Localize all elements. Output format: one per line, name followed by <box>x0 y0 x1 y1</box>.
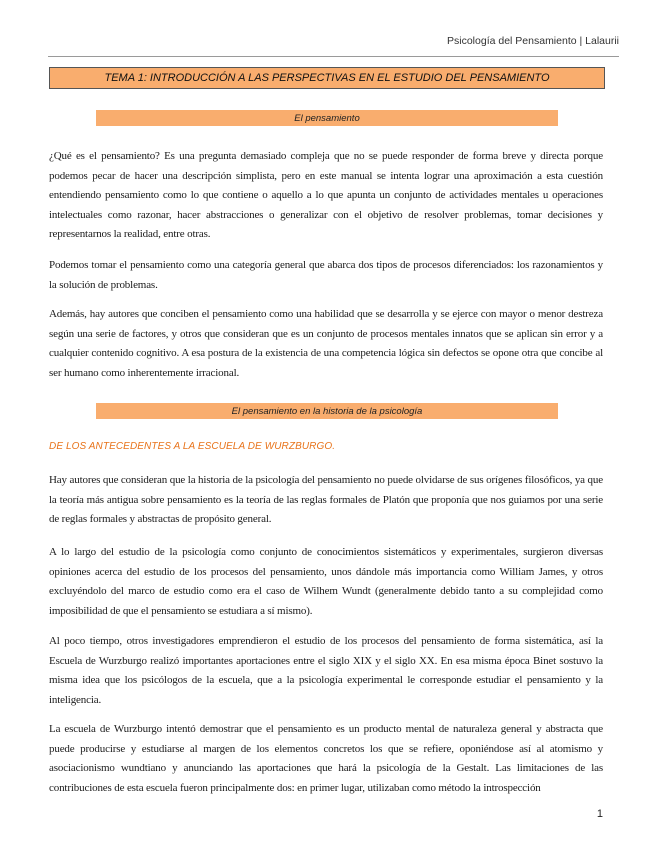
header-divider <box>48 56 619 57</box>
section-heading-pensamiento: El pensamiento <box>96 110 558 126</box>
subheading-wurzburgo: DE LOS ANTECEDENTES A LA ESCUELA DE WURZBURGO. <box>49 441 336 452</box>
section-heading-historia: El pensamiento en la historia de la psicología <box>96 403 558 419</box>
paragraph: Además, hay autores que conciben el pensamiento como una habilidad que se desarrolla y se ejerce con mayor o menor destreza según una serie de factores, y otros que consideran que es un conjunto de procesos mentales innatos que se aplican sin error y a cualquier contenido cognitivo. A esa postura de la existencia de una competencia lógica sin defectos se opone otra que concibe al ser humano como inherentemente irracional. <box>49 308 603 379</box>
paragraph: A lo largo del estudio de la psicología como conjunto de conocimientos sistemáticos y experimentales, surgieron diversas opiniones acerca del estudio de los procesos del pensamiento, unos dándole más importancia como William James, y otros excluyéndolo del marco de estudio como era el caso de Wilhem Wundt (generalmente debido tanto a su complejidad como imposibilidad de que el pensamiento se estudiara a sí mismo). <box>49 546 603 617</box>
paragraph: Hay autores que consideran que la historia de la psicología del pensamiento no puede olvidarse de sus orígenes filosóficos, ya que la teoría más antigua sobre pensamiento es la teoría de las reglas formales de Platón que proponía que nos guiamos por una serie de reglas formales y abstractas de propósito general. <box>49 474 603 526</box>
paragraph: Podemos tomar el pensamiento como una categoría general que abarca dos tipos de procesos diferenciados: los razonamientos y la solución de problemas. <box>49 259 603 291</box>
chapter-title: TEMA 1: INTRODUCCIÓN A LAS PERSPECTIVAS EN EL ESTUDIO DEL PENSAMIENTO <box>49 67 605 89</box>
running-header: Psicología del Pensamiento | Lalaurii <box>447 35 619 47</box>
paragraph: La escuela de Wurzburgo intentó demostrar que el pensamiento es un producto mental de naturaleza general y abstracta que puede producirse y estudiarse al margen de los elementos concretos los que se refiere, oponiéndose así al atomismo y asociacionismo wundtiano y anunciando las aportaciones que hará la psicología de la Gestalt. Las limitaciones de las contribuciones de esta escuela fueron principalmente dos: en primer lugar, utilizaban como método la introspección <box>49 723 603 794</box>
paragraph: Al poco tiempo, otros investigadores emprendieron el estudio de los procesos del pensamiento de forma sistemática, así la Escuela de Wurzburgo realizó importantes aportaciones entre el siglo XIX y el siglo XX. En esa misma época Binet sostuvo la misma idea que los psicólogos de la escuela, que a la psicología experimental le corresponde estudiar el pensamiento y la inteligencia. <box>49 635 603 706</box>
paragraph: ¿Qué es el pensamiento? Es una pregunta demasiado compleja que no se puede responder de forma breve y directa porque podemos pecar de hacer una descripción simplista, pero en este manual se intenta lograr una aproximación a esta cuestión entendiendo pensamiento como lo que contiene o aquello a lo que apunta un conjunto de actividades mentales u operaciones intelectuales como razonar, hacer abstracciones o generalizar con el objetivo de resolver problemas, tomar decisiones y representarnos la realidad, entre otras. <box>49 150 603 241</box>
page-number: 1 <box>596 808 603 820</box>
